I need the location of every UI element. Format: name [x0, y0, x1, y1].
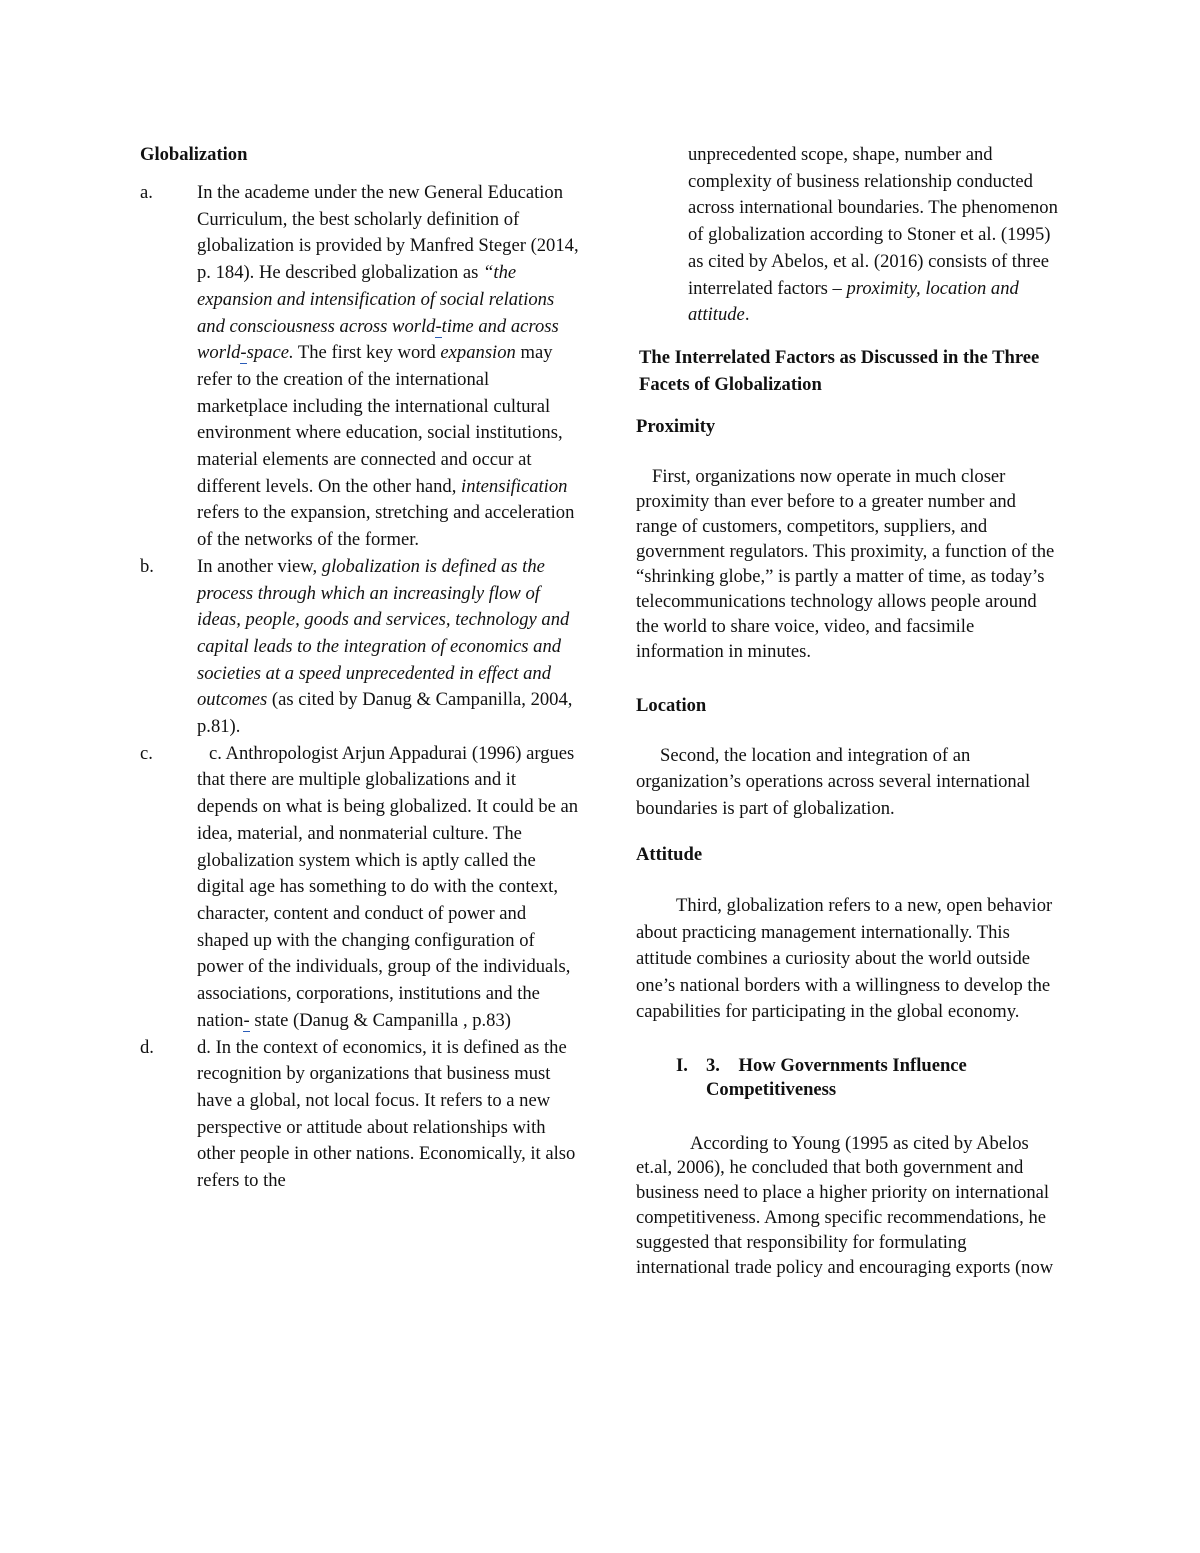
item-text: In another view, [197, 555, 322, 577]
young-paragraph: According to Young (1995 as cited by Abelos et.al, 2006), he concluded that both government and business need to place a higher priority on international competitiveness. Among specific recommendations, he suggested that responsibility for formulating international trade policy and encouraging exports (now [636, 1132, 1054, 1279]
item-italic-text: intensification [461, 475, 568, 497]
item-text: In the academe under the new General Education Curriculum, the best scholarly definition of globalization is provided by Manfred Steger (2014, p. 184). He described globalization as [197, 182, 579, 284]
list-item [140, 180, 580, 554]
section-heading: The Interrelated Factors as Discussed in the Three Facets of Globalization [639, 346, 1040, 395]
paragraph-text: unprecedented scope, shape, number and complexity of business relationship conducted across international boundaries. The phenomenon of globalization according to Stoner et al. (1995) as cited by Abelos, et al. (2016) consists of three interrelated factors – [688, 144, 1058, 299]
item-italic-text: globalization is defined as the process through which an increasingly flow of ideas, people, goods and services, technology and capital leads to the integration of economics and societies at a speed unprecedented in effect and outcomes [197, 555, 570, 711]
item-text: state (Danug & Campanilla , p.83) [249, 1009, 511, 1031]
item-text: The first key word [293, 342, 441, 364]
hyphen-mark: - [240, 342, 247, 364]
item-italic-text: expansion [440, 342, 516, 364]
item-text: (as cited by Danug & Campanilla, 2004, p.81). [197, 689, 573, 738]
definition-list [140, 180, 580, 1195]
list-item [140, 741, 580, 1035]
hyphen-mark: - [243, 1009, 250, 1031]
attitude-heading: Attitude [636, 844, 703, 866]
location-heading: Location [636, 694, 707, 716]
item-italic-text: space. [246, 342, 294, 364]
list-marker: a. [140, 182, 153, 203]
item-italic-text: “the expansion and intensification of social relations and consciousness across world [197, 262, 555, 337]
heading-number: I. [676, 1054, 688, 1076]
list-marker: b. [140, 555, 154, 577]
left-column [140, 142, 580, 1195]
list-item [140, 1035, 580, 1195]
hyphen-mark: - [435, 315, 442, 337]
numbered-heading [636, 1054, 1061, 1102]
item-text: refers to the expansion, stretching and acceleration of the networks of the former. [197, 502, 575, 551]
list-item [140, 554, 580, 741]
continuation-paragraph [688, 142, 1061, 329]
right-column [636, 142, 1061, 1281]
page-title: Globalization [140, 144, 248, 165]
proximity-paragraph: First, organizations now operate in much closer proximity than ever before to a greater number and range of customers, competitors, suppliers, and government regulators. This proximity, a function of the “shrinking globe,” is partly a matter of time, as today’s telecommunications technology allows people around the world to share voice, video, and facsimile information in minutes. [636, 466, 1055, 662]
location-paragraph: Second, the location and integration of an organization’s operations across several international boundaries is part of globalization. [636, 744, 1031, 819]
list-marker: d. [140, 1036, 154, 1058]
item-text: c. Anthropologist Arjun Appadurai (1996) argues that there are multiple globalizations and it depends on what is being globalized. It could be an idea, material, and nonmaterial culture. The globalization system which is aptly called the digital age has something to do with the context, character, content and conduct of power and shaped up with the changing configuration of power of the individuals, group of the individuals, associations, corporations, institutions and the nation [197, 742, 579, 1031]
list-marker: c. [140, 742, 153, 764]
proximity-heading: Proximity [636, 416, 716, 438]
item-text: d. In the context of economics, it is defined as the recognition by organizations that business must have a global, not local focus. It refers to a new perspective or attitude about relationships with other people in other nations. Economically, it also refers to the [197, 1036, 576, 1192]
item-text: may refer to the creation of the international marketplace including the international cultural environment where education, social institutions, material elements are connected and occur at different levels. On the other hand, [197, 342, 563, 497]
item-italic-text: time and across world [197, 315, 559, 364]
attitude-paragraph: Third, globalization refers to a new, open behavior about practicing management internationally. This attitude combines a curiosity about the world outside one’s national borders with a willingness to develop the capabilities for participating in the global economy. [636, 895, 1053, 1023]
heading-text: 3. How Governments Influence Competitiveness [706, 1054, 972, 1100]
paragraph-italic-text: proximity, location and attitude [688, 277, 1019, 326]
paragraph-text: . [744, 304, 750, 326]
